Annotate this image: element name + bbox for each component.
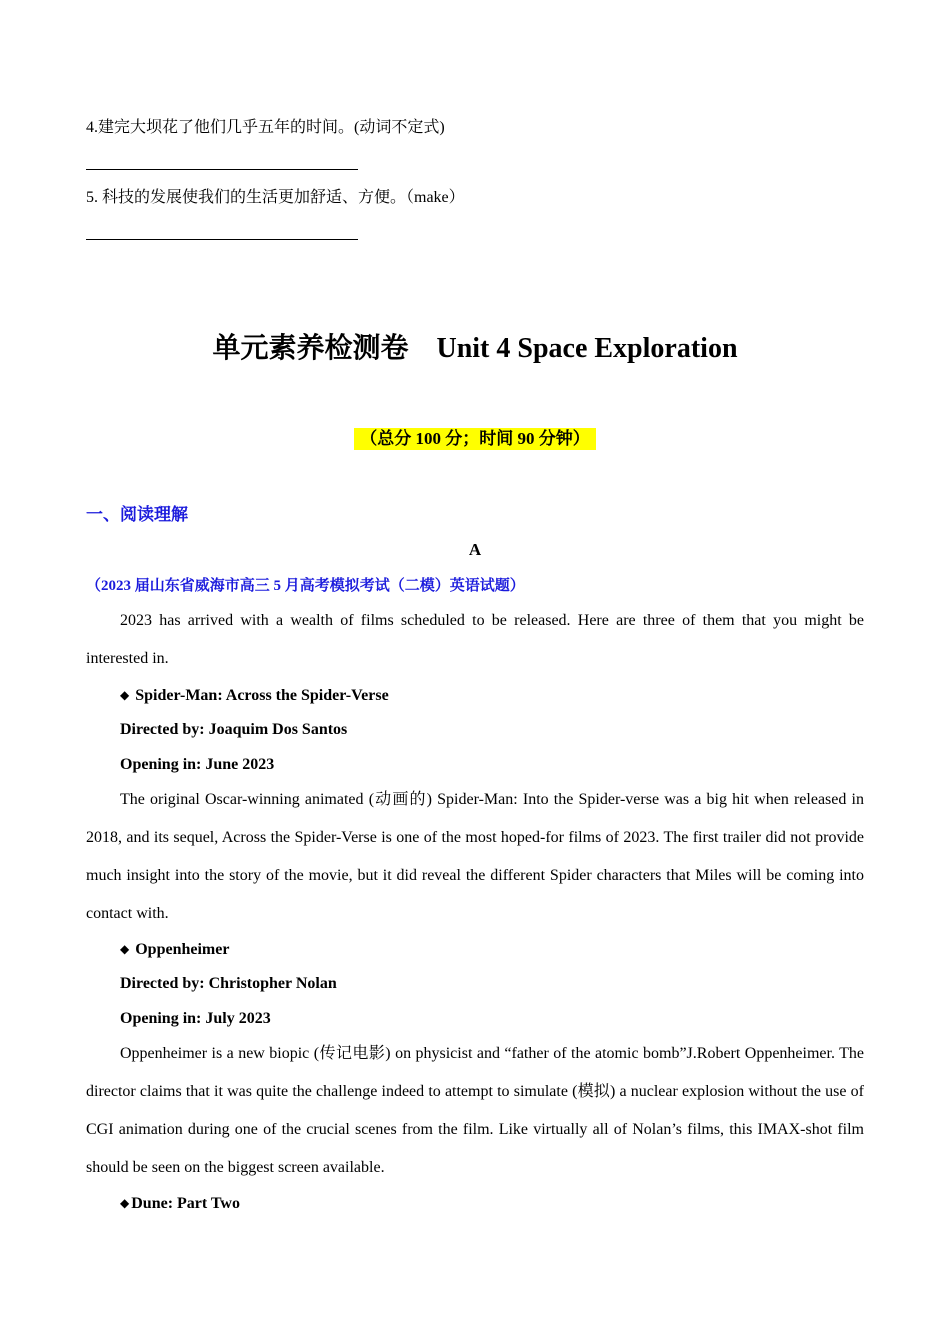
film-description-2: Oppenheimer is a new biopic (传记电影) on physicist and “father of the atomic bomb”J.Robert Oppenheimer. The director claims that it was quite the challenge indeed to attempt to simulate (模拟) a nuclear explosion without the use of CGI animation during one of the crucial scenes from the film. Like virtually all of Nolan’s films, this IMAX-shot film should be seen on the biggest screen available.	[86, 1045, 864, 1176]
film-title-1: ◆ Spider-Man: Across the Spider-Verse	[120, 687, 389, 704]
section-heading: 一、阅读理解	[86, 505, 188, 524]
film-opening-2: Opening in: July 2023	[120, 1010, 271, 1027]
diamond-bullet-icon: ◆	[120, 1196, 130, 1210]
exercise-4: 4.建完大坝花了他们几乎五年的时间。(动词不定式)	[86, 119, 445, 136]
diamond-bullet-icon: ◆	[120, 942, 130, 956]
title-english: Unit 4 Space Exploration	[436, 333, 738, 364]
intro-paragraph: 2023 has arrived with a wealth of films scheduled to be released. Here are three of them that you might be interested in.	[86, 612, 864, 667]
score-time-note: （总分 100 分；时间 90 分钟）	[354, 428, 596, 450]
exercise-5: 5. 科技的发展使我们的生活更加舒适、方便。（make）	[86, 189, 465, 206]
part-label: A	[468, 540, 482, 559]
film-director-1: Directed by: Joaquim Dos Santos	[120, 721, 348, 738]
source-note: （2023 届山东省威海市高三 5 月高考模拟考试（二模）英语试题）	[86, 578, 525, 594]
title-chinese: 单元素养检测卷	[212, 333, 409, 364]
answer-line-5	[86, 239, 358, 240]
film-title-2: ◆ Oppenheimer	[120, 941, 230, 958]
film-title-3: ◆ Dune: Part Two	[120, 1195, 240, 1212]
page-title	[0, 330, 950, 368]
film-opening-1: Opening in: June 2023	[120, 756, 275, 773]
diamond-bullet-icon: ◆	[120, 688, 130, 702]
film-director-2: Directed by: Christopher Nolan	[120, 975, 337, 992]
film-description-1: The original Oscar-winning animated (动画的) Spider-Man: Into the Spider-verse was a big hit when released in 2018, and its sequel, Across the Spider-Verse is one of the most hoped-for films of 2023. The first trailer did not provide much insight into the story of the movie, but it did reveal the different Spider characters that Miles will be coming into contact with.	[86, 791, 864, 922]
answer-line-4	[86, 169, 358, 170]
